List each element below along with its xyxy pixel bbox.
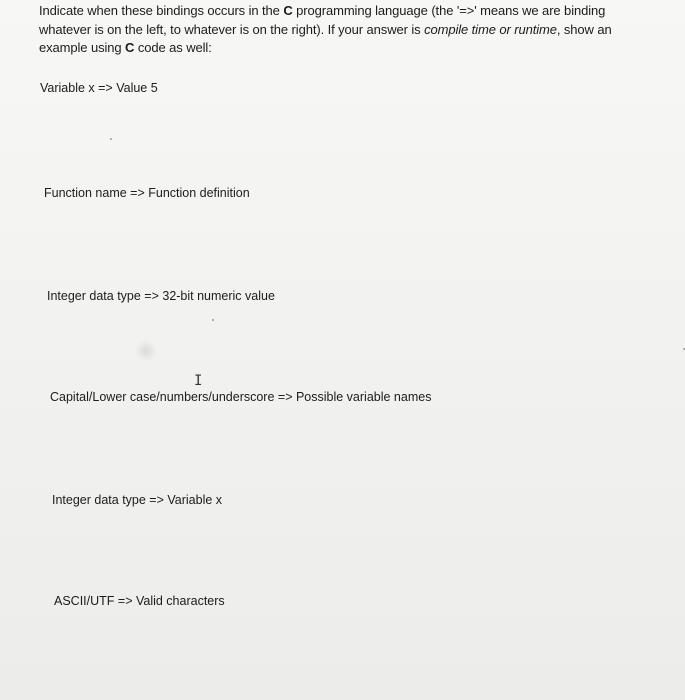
binding-item-5: Integer data type => Variable x [52,493,223,507]
intro-text-1: Indicate when these bindings occurs in the [39,3,284,18]
binding-item-2: Function name => Function definition [44,186,250,200]
screen-speck [212,319,214,321]
intro-text-3: , show an example using [39,21,612,55]
text-cursor-icon: I [194,373,203,389]
screen-smudge [135,340,157,362]
intro-text-2: programming language (the '=>' means we are binding whatever is on the left, to whatever is on the right). If your answer is [39,3,606,37]
question-instructions [39,2,651,58]
binding-item-6: ASCII/UTF => Valid characters [54,594,225,608]
intro-text-4: code as well: [134,40,212,55]
binding-item-4: Capital/Lower case/numbers/underscore => Possible variable names [50,390,432,404]
intro-language-1: C [283,3,293,18]
intro-language-2: C [125,40,135,55]
binding-item-1: Variable x => Value 5 [40,81,158,95]
binding-item-3: Integer data type => 32-bit numeric value [47,289,275,303]
screen-speck [110,138,112,140]
intro-emphasis: compile time or runtime [424,21,557,37]
